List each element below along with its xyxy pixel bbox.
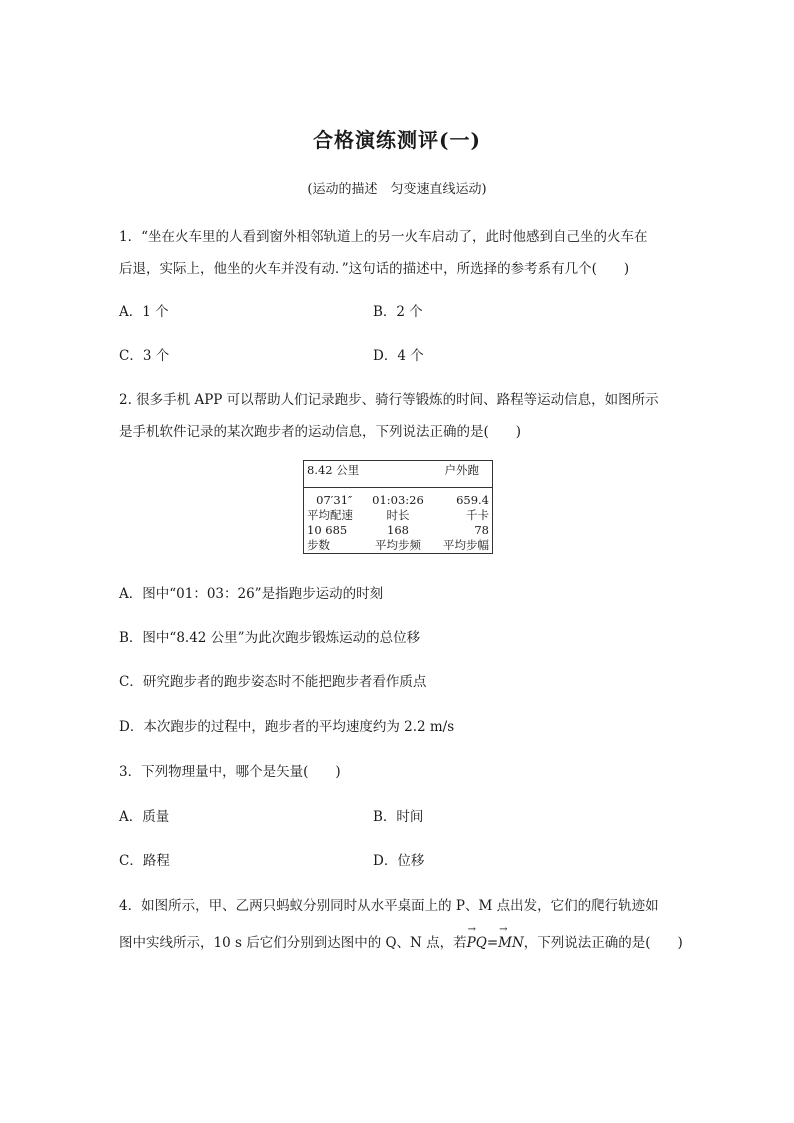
page-subtitle: (运动的描述 匀变速直线运动) (307, 182, 487, 197)
run-pace: 07′31″ (316, 493, 353, 507)
q1-option-c: C．3 个 (119, 348, 170, 364)
run-stride-label: 平均步幅 (443, 538, 489, 552)
run-pace-label: 平均配速 (307, 508, 353, 522)
q1-stem-line1: 1．“坐在火车里的人看到窗外相邻轨道上的另一火车启动了，此时他感到自己坐的火车在 (119, 229, 648, 245)
q2-stem-line1: 2. 很多手机 APP 可以帮助人们记录跑步、骑行等锻炼的时间、路程等运动信息，如图所示 (119, 392, 659, 408)
q2-option-d: D．本次跑步的过程中，跑步者的平均速度约为 2.2 m/s (119, 719, 455, 735)
vector-pq: → PQ (467, 935, 487, 951)
q1-option-d: D．4 个 (373, 348, 424, 364)
q3-option-c: C．路程 (119, 853, 170, 869)
run-distance: 8.42 公里 (304, 461, 432, 488)
q3-option-d: D．位移 (373, 853, 425, 869)
q3-stem: 3．下列物理量中，哪个是矢量( ) (119, 764, 341, 780)
q2-option-c: C．研究跑步者的跑步姿态时不能把跑步者看作质点 (119, 674, 427, 690)
vector-mn: → MN (498, 935, 524, 951)
run-cadence-label: 平均步频 (374, 538, 421, 552)
q4-line2-prefix: 图中实线所示，10 s 后它们分别到达图中的 Q、N 点，若 (119, 935, 467, 951)
q1-option-a: A．1 个 (119, 304, 169, 320)
q2-option-a: A．图中“01：03：26”是指跑步运动的时刻 (119, 586, 384, 602)
run-stride: 78 (474, 523, 489, 537)
q2-stem-line2: 是手机软件记录的某次跑步者的运动信息，下列说法正确的是( ) (119, 424, 522, 440)
run-calories-label: 千卡 (466, 508, 489, 522)
q2-option-b: B．图中“8.42 公里”为此次跑步锻炼运动的总位移 (119, 630, 421, 646)
q4-stem-line1: 4．如图所示，甲、乙两只蚂蚁分别同时从水平桌面上的 P、M 点出发，它们的爬行轨迹如 (119, 898, 659, 914)
q3-option-a: A．质量 (119, 809, 170, 825)
run-duration-label: 时长 (386, 508, 410, 522)
run-calories: 659.4 (456, 493, 489, 507)
q3-option-b: B．时间 (373, 809, 424, 825)
q4-stem-line2 (119, 931, 683, 951)
q1-stem-line2: 后退，实际上，他坐的火车并没有动．”这句话的描述中，所选择的参考系有几个( ) (119, 261, 630, 277)
equals-sign: = (486, 935, 499, 951)
run-steps: 10 685 (307, 523, 348, 537)
q4-line2-suffix: ，下列说法正确的是( ) (523, 935, 683, 951)
run-mode: 户外跑 (431, 461, 492, 488)
run-cadence: 168 (387, 523, 409, 537)
run-record-table (303, 460, 493, 554)
run-steps-label: 步数 (307, 538, 330, 552)
page-title: 合格演练测评(一) (313, 128, 481, 152)
q1-option-b: B．2 个 (373, 304, 423, 320)
run-duration: 01:03:26 (372, 493, 424, 507)
